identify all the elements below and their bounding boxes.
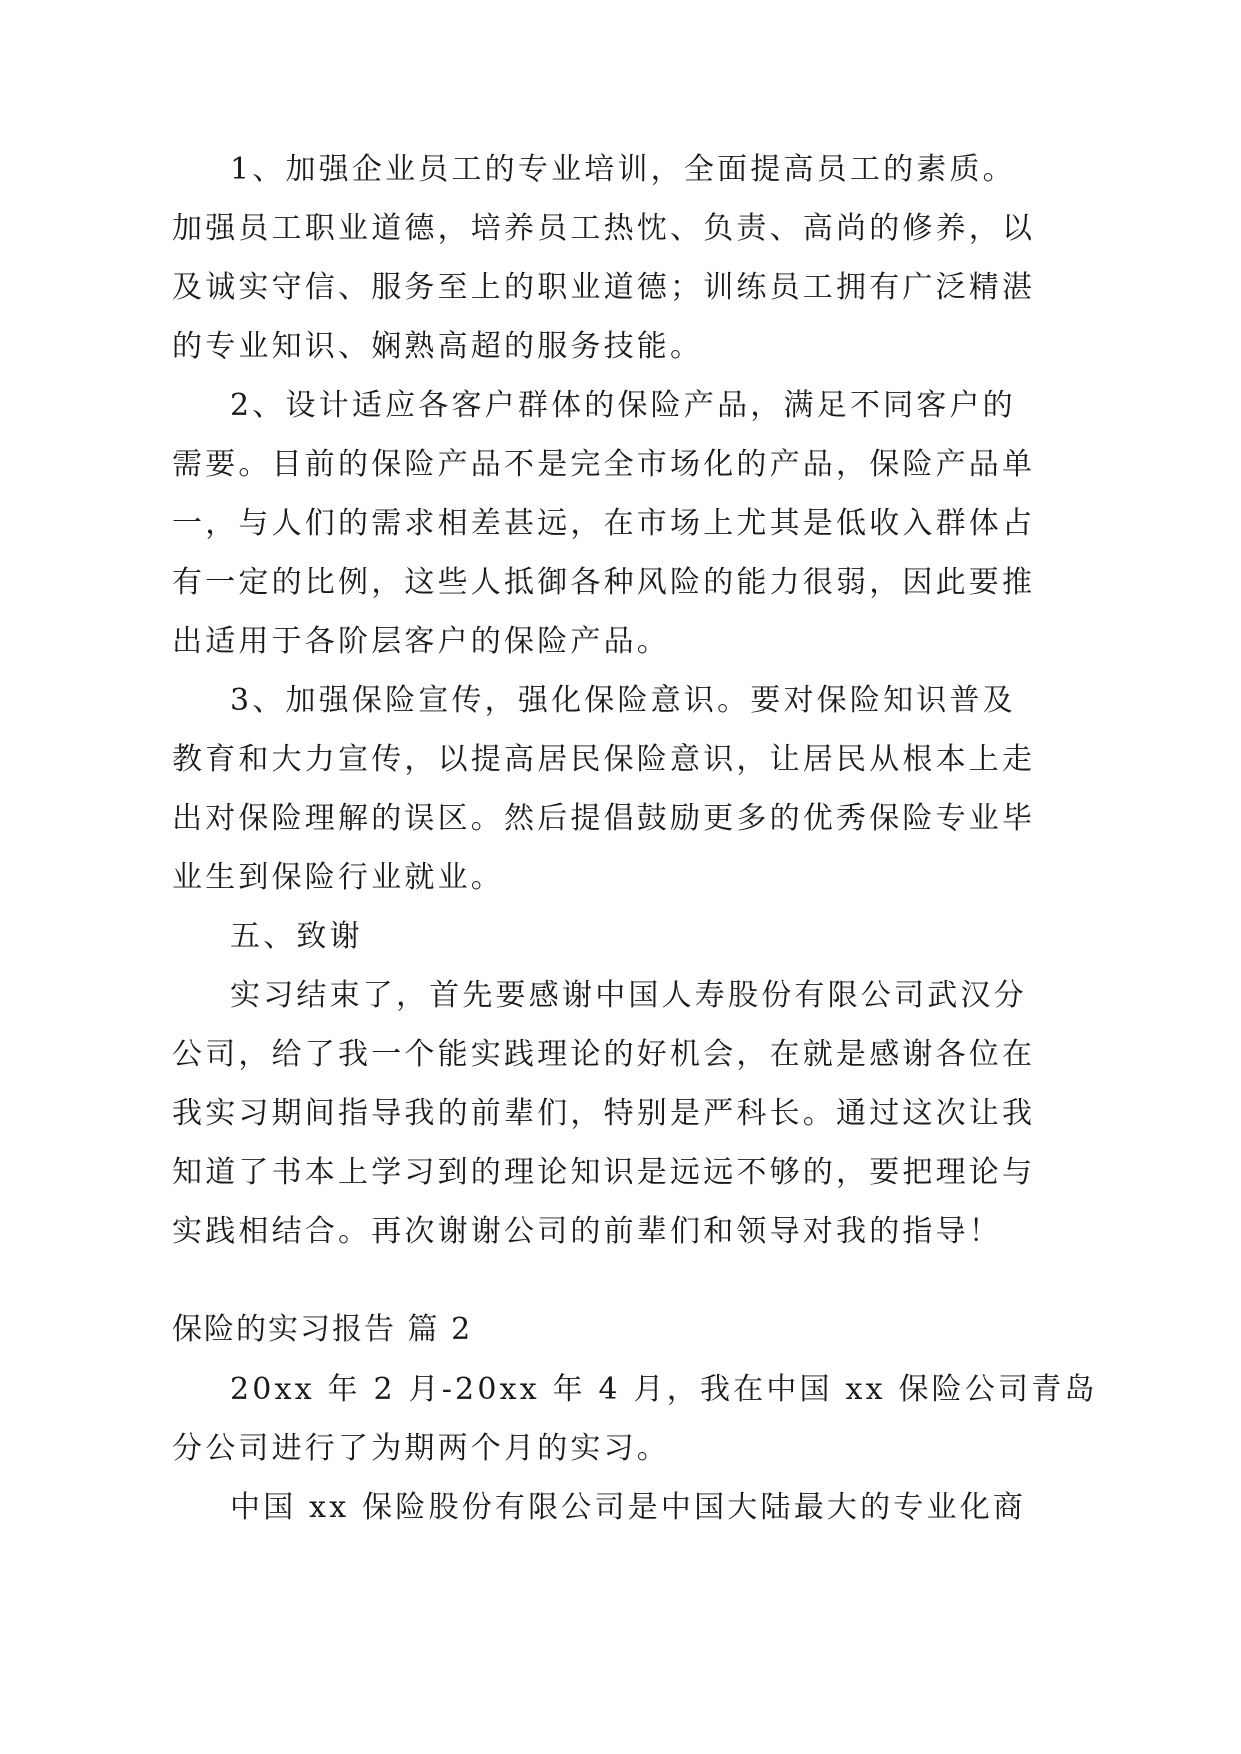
- paragraph-2-line-1: 2、设计适应各客户群体的保险产品，满足不同客户的: [230, 388, 1016, 423]
- paragraph-1-line-3: 及诚实守信、服务至上的职业道德；训练员工拥有广泛精湛: [172, 270, 1036, 305]
- paragraph-4-line-3: 我实习期间指导我的前辈们，特别是严科长。通过这次让我: [172, 1096, 1036, 1131]
- paragraph-4-line-2: 公司，给了我一个能实践理论的好机会，在就是感谢各位在: [172, 1037, 1036, 1072]
- paragraph-4-line-5: 实践相结合。再次谢谢公司的前辈们和领导对我的指导！: [172, 1214, 1002, 1249]
- paragraph-1-line-2: 加强员工职业道德，培养员工热忱、负责、高尚的修养，以: [172, 211, 1036, 246]
- paragraph-1-line-1: 1、加强企业员工的专业培训，全面提高员工的素质。: [230, 152, 1016, 187]
- paragraph-2-line-5: 出适用于各阶层客户的保险产品。: [172, 624, 670, 659]
- section-heading-acknowledgements: 五、致谢: [230, 919, 363, 954]
- paragraph-3-line-2: 教育和大力宣传，以提高居民保险意识，让居民从根本上走: [172, 742, 1036, 777]
- paragraph-2-line-2: 需要。目前的保险产品不是完全市场化的产品，保险产品单: [172, 447, 1036, 482]
- paragraph-3-line-1: 3、加强保险宣传，强化保险意识。要对保险知识普及: [230, 683, 1016, 718]
- paragraph-5-line-2: 分公司进行了为期两个月的实习。: [172, 1431, 670, 1466]
- paragraph-3-line-4: 业生到保险行业就业。: [172, 860, 504, 895]
- paragraph-4-line-4: 知道了书本上学习到的理论知识是远远不够的，要把理论与: [172, 1155, 1036, 1190]
- paragraph-5-line-1: 20xx 年 2 月-20xx 年 4 月，我在中国 xx 保险公司青岛: [230, 1372, 1098, 1407]
- paragraph-1-line-4: 的专业知识、娴熟高超的服务技能。: [172, 329, 704, 364]
- paragraph-2-line-3: 一，与人们的需求相差甚远，在市场上尤其是低收入群体占: [172, 506, 1036, 541]
- paragraph-2-line-4: 有一定的比例，这些人抵御各种风险的能力很弱，因此要推: [172, 565, 1036, 600]
- paragraph-4-line-1: 实习结束了，首先要感谢中国人寿股份有限公司武汉分: [230, 978, 1027, 1013]
- paragraph-6-line-1: 中国 xx 保险股份有限公司是中国大陆最大的专业化商: [230, 1490, 1027, 1525]
- paragraph-3-line-3: 出对保险理解的误区。然后提倡鼓励更多的优秀保险专业毕: [172, 801, 1036, 836]
- report-title: 保险的实习报告 篇 2: [172, 1312, 473, 1347]
